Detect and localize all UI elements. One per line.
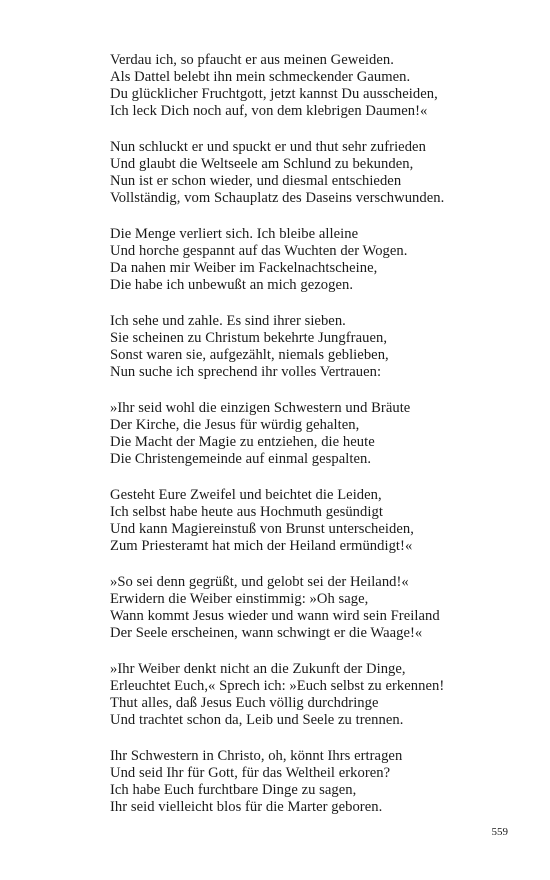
stanza-9: [110, 748, 510, 816]
poem-line: Wann kommt Jesus wieder und wann wird sein Freiland: [110, 608, 440, 624]
poem-line: Sonst waren sie, aufgezählt, niemals geblieben,: [110, 347, 389, 363]
poem-line: »So sei denn gegrüßt, und gelobt sei der Heiland!«: [110, 574, 409, 590]
poem-line: Verdau ich, so pfaucht er aus meinen Geweiden.: [110, 52, 394, 68]
poem-line: Die habe ich unbewußt an mich gezogen.: [110, 277, 354, 293]
poem-line: Nun schluckt er und spuckt er und thut sehr zufrieden: [110, 139, 426, 155]
stanza-1: [110, 52, 510, 120]
poem-line: »Ihr Weiber denkt nicht an die Zukunft der Dinge,: [110, 661, 406, 677]
poem-line: Nun suche ich sprechend ihr volles Vertrauen:: [110, 364, 382, 380]
poem-line: Erleuchtet Euch,« Sprech ich: »Euch selbst zu erkennen!: [110, 678, 445, 694]
poem-line: Zum Priesteramt hat mich der Heiland ermündigt!«: [110, 538, 413, 554]
poem-line: Die Christengemeinde auf einmal gespalten.: [110, 451, 372, 467]
stanza-7: [110, 574, 510, 642]
stanza-6: [110, 487, 510, 555]
poem-line: Du glücklicher Fruchtgott, jetzt kannst Du ausscheiden,: [110, 86, 438, 102]
poem-line: Und glaubt die Weltseele am Schlund zu bekunden,: [110, 156, 414, 172]
stanza-3: [110, 226, 510, 294]
poem-page: [110, 52, 510, 835]
poem-line: Ihr seid vielleicht blos für die Marter geboren.: [110, 799, 383, 815]
poem-line: Gesteht Eure Zweifel und beichtet die Leiden,: [110, 487, 382, 503]
poem-line: Da nahen mir Weiber im Fackelnachtscheine,: [110, 260, 378, 276]
poem-line: Als Dattel belebt ihn mein schmeckender Gaumen.: [110, 69, 411, 85]
poem-line: Und kann Magiereinstuß von Brunst unterscheiden,: [110, 521, 414, 537]
page-number: 559: [491, 826, 508, 838]
stanza-4: [110, 313, 510, 381]
poem-line: Vollständig, vom Schauplatz des Daseins verschwunden.: [110, 190, 445, 206]
poem-line: Die Macht der Magie zu entziehen, die heute: [110, 434, 375, 450]
poem-line: Der Seele erscheinen, wann schwingt er die Waage!«: [110, 625, 423, 641]
poem-line: Thut alles, daß Jesus Euch völlig durchdringe: [110, 695, 379, 711]
poem-line: Nun ist er schon wieder, und diesmal entschieden: [110, 173, 402, 189]
poem-line: Die Menge verliert sich. Ich bleibe alleine: [110, 226, 359, 242]
poem-line: Und seid Ihr für Gott, für das Weltheil erkoren?: [110, 765, 391, 781]
poem-line: Ich sehe und zahle. Es sind ihrer sieben.: [110, 313, 346, 329]
stanza-8: [110, 661, 510, 729]
poem-line: Erwidern die Weiber einstimmig: »Oh sage,: [110, 591, 369, 607]
poem-line: Und horche gespannt auf das Wuchten der Wogen.: [110, 243, 408, 259]
poem-line: Ich leck Dich noch auf, von dem klebrigen Daumen!«: [110, 103, 428, 119]
poem-line: Der Kirche, die Jesus für würdig gehalten,: [110, 417, 360, 433]
stanza-2: [110, 139, 510, 207]
stanza-5: [110, 400, 510, 468]
poem-line: Sie scheinen zu Christum bekehrte Jungfrauen,: [110, 330, 388, 346]
poem-line: »Ihr seid wohl die einzigen Schwestern und Bräute: [110, 400, 411, 416]
poem-line: Und trachtet schon da, Leib und Seele zu trennen.: [110, 712, 404, 728]
poem-line: Ich selbst habe heute aus Hochmuth gesündigt: [110, 504, 383, 520]
poem-line: Ich habe Euch furchtbare Dinge zu sagen,: [110, 782, 357, 798]
poem-line: Ihr Schwestern in Christo, oh, könnt Ihrs ertragen: [110, 748, 403, 764]
